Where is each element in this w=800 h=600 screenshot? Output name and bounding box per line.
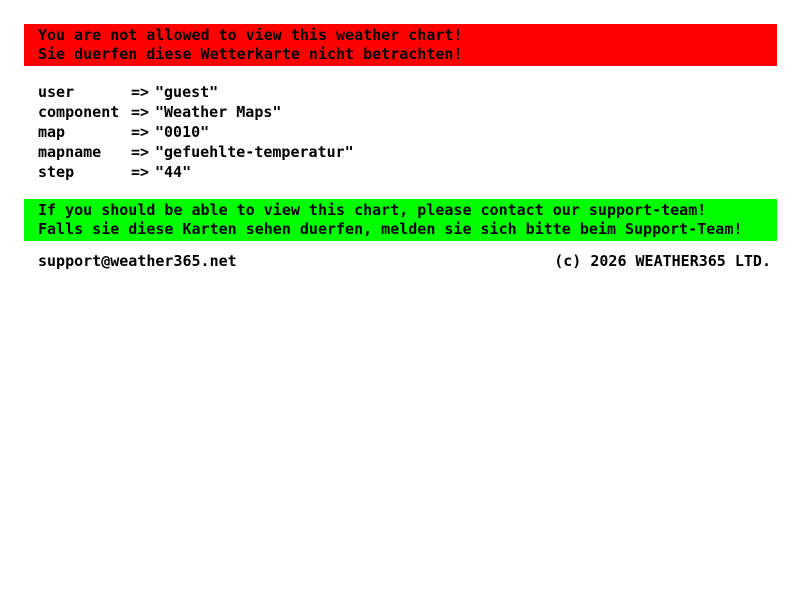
detail-value-user: "guest" xyxy=(155,83,219,101)
support-message-de: Falls sie diese Karten sehen duerfen, melden sie sich bitte beim Support-Team! xyxy=(38,220,743,238)
detail-row-step xyxy=(38,162,777,182)
support-message-en: If you should be able to view this chart, please contact our support-team! xyxy=(38,201,707,219)
detail-arrow: => xyxy=(131,143,150,161)
detail-arrow: => xyxy=(131,103,150,121)
detail-key-component: component xyxy=(38,103,120,121)
detail-key-step: step xyxy=(38,163,75,181)
detail-value-component: "Weather Maps" xyxy=(155,103,282,121)
detail-row-component xyxy=(38,102,777,122)
detail-value-step: "44" xyxy=(155,163,192,181)
detail-value-map: "0010" xyxy=(155,123,210,141)
detail-value-mapname: "gefuehlte-temperatur" xyxy=(155,143,354,161)
error-message-de: Sie duerfen diese Wetterkarte nicht betrachten! xyxy=(38,45,463,63)
detail-arrow: => xyxy=(131,83,150,101)
support-email: support@weather365.net xyxy=(38,252,237,270)
detail-arrow: => xyxy=(131,163,150,181)
detail-row-map xyxy=(38,122,777,142)
detail-row-user xyxy=(38,82,777,102)
footer xyxy=(38,251,777,271)
detail-key-user: user xyxy=(38,83,75,101)
request-details xyxy=(38,82,777,182)
page-content xyxy=(24,24,777,271)
detail-row-mapname xyxy=(38,142,777,162)
copyright-notice: (c) 2026 WEATHER365 LTD. xyxy=(554,252,771,270)
error-message-en: You are not allowed to view this weather chart! xyxy=(38,26,463,44)
detail-arrow: => xyxy=(131,123,150,141)
support-banner xyxy=(24,199,777,241)
detail-key-mapname: mapname xyxy=(38,143,102,161)
detail-key-map: map xyxy=(38,123,66,141)
error-banner xyxy=(24,24,777,66)
